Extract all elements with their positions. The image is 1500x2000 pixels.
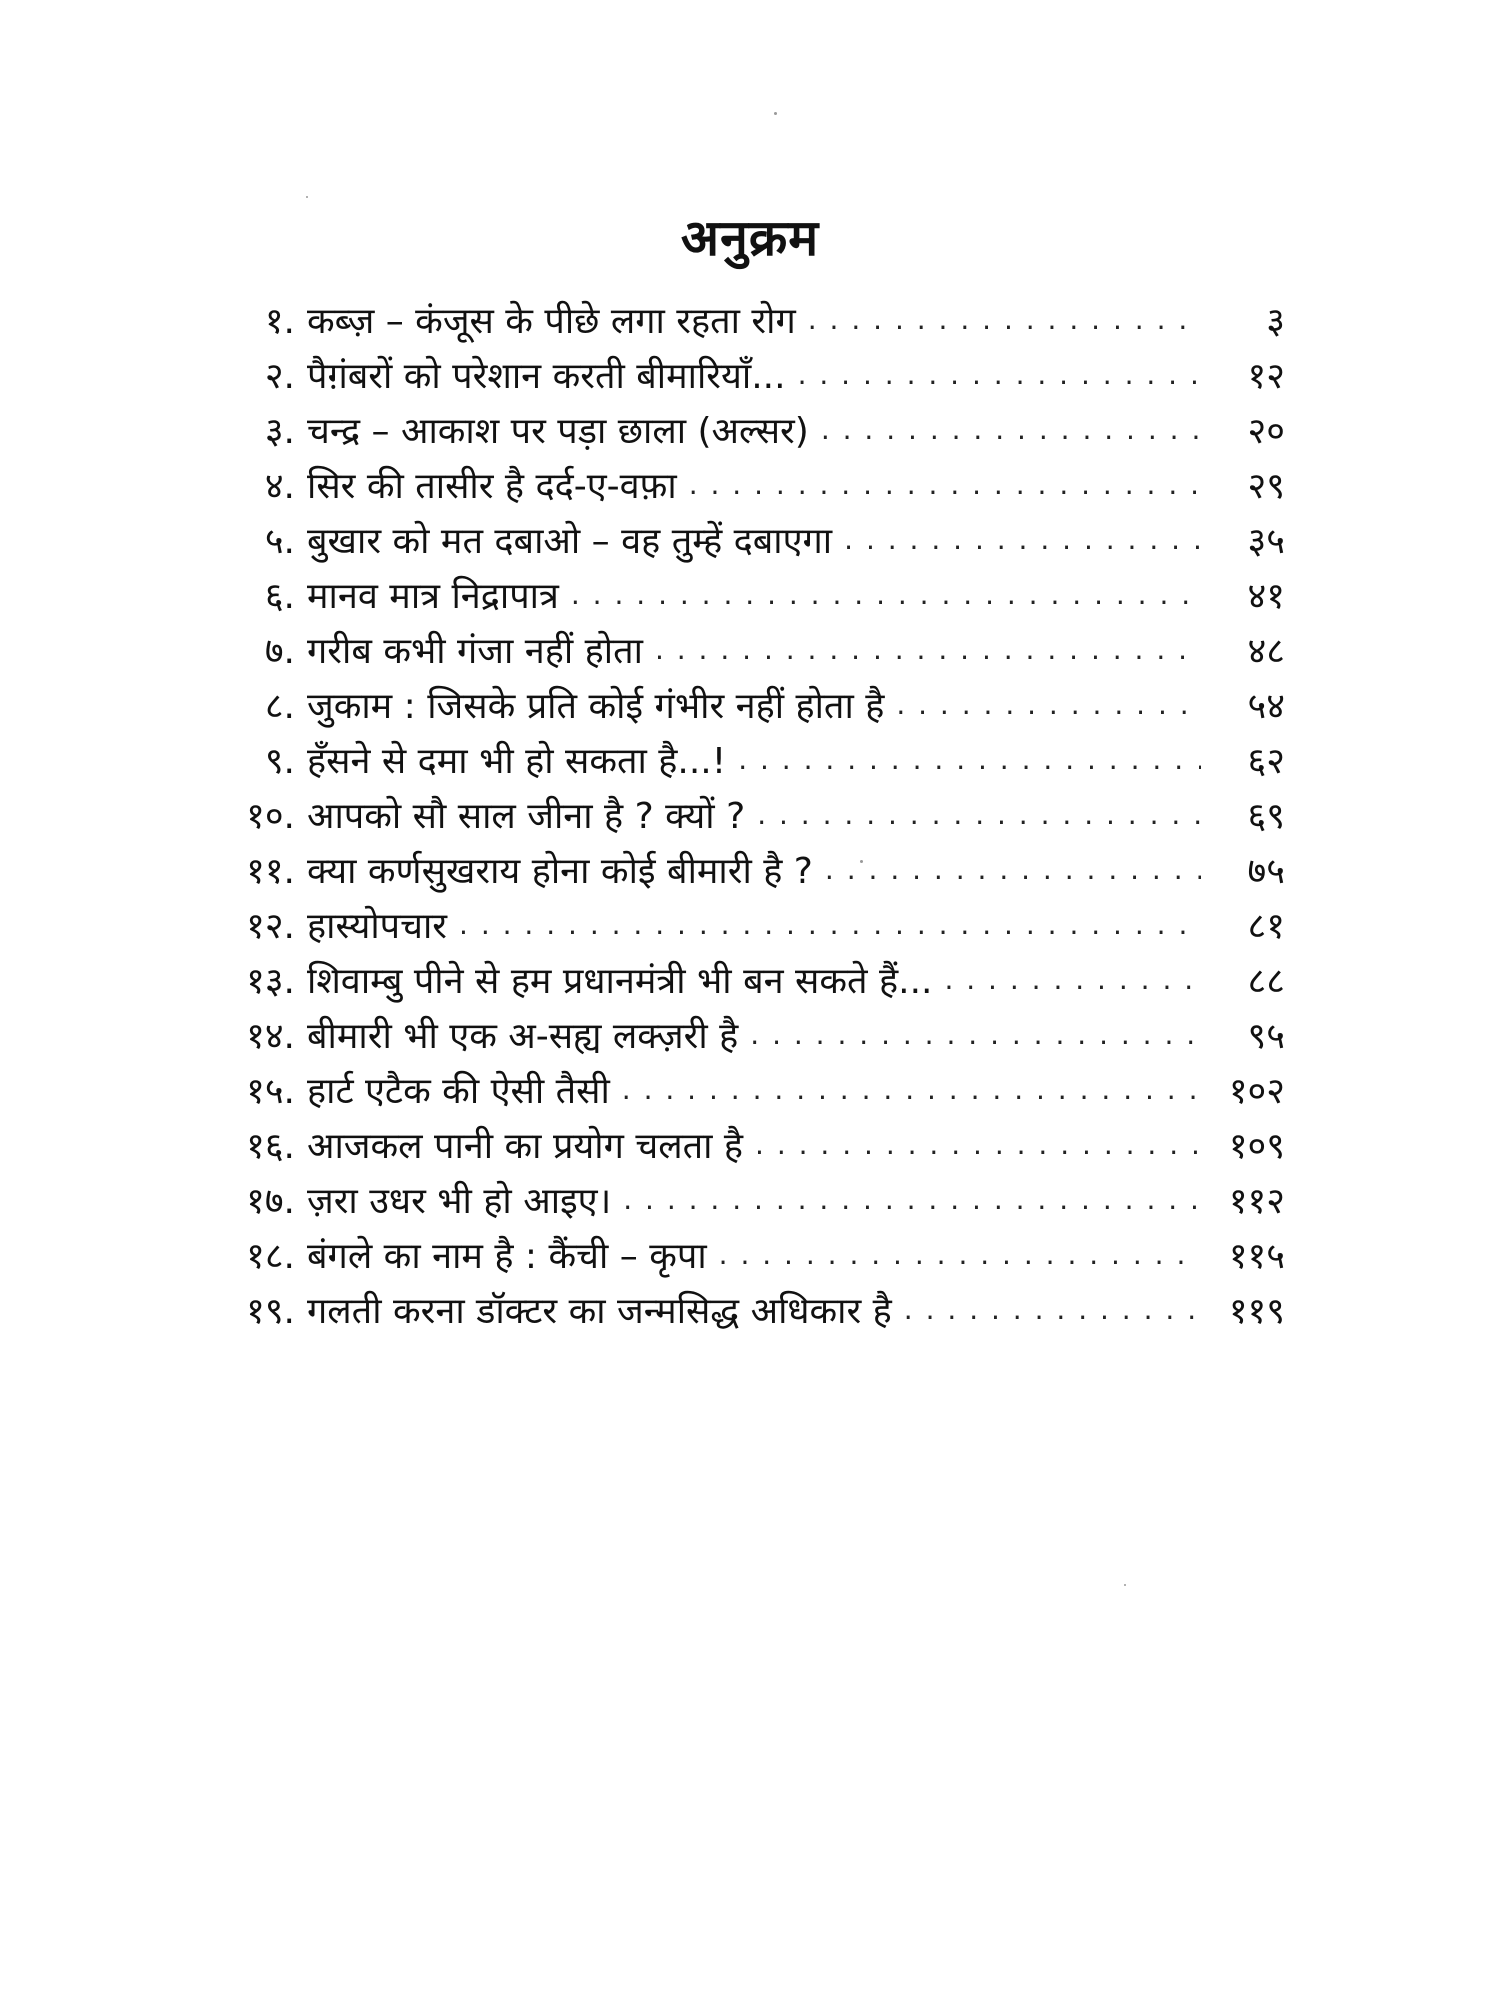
entry-title: बंगले का नाम है : कैंची – कृपा [307,1230,719,1279]
entry-page-number: ६९ [1247,796,1285,837]
toc-entry-6[interactable] [205,567,1285,622]
dot-leader [904,1290,1201,1330]
entry-number: ८. [264,686,295,727]
entry-number: १९. [246,1291,295,1332]
dot-leader [757,795,1201,835]
toc-entry-4[interactable] [205,457,1285,512]
toc-entry-8[interactable] [205,677,1285,732]
toc-entry-15[interactable] [205,1062,1285,1117]
entry-page-number: ७५ [1247,851,1285,892]
entry-number: ३. [264,411,295,452]
entry-number: १०. [246,796,295,837]
entry-title: हार्ट एटैक की ऐसी तैसी [307,1065,622,1114]
entry-number: १७. [246,1181,295,1222]
entry-title: बुखार को मत दबाओ – वह तुम्हें दबाएगा [307,515,844,564]
entry-page-number: ९५ [1247,1016,1285,1057]
entry-title: हँसने से दमा भी हो सकता है...! [307,735,738,784]
entry-page-number: ५४ [1247,686,1285,727]
entry-title: मानव मात्र निद्रापात्र [307,570,571,619]
entry-title: शिवाम्बु पीने से हम प्रधानमंत्री भी बन सकते हैं... [307,955,944,1004]
entry-title: आजकल पानी का प्रयोग चलता है [307,1120,755,1169]
entry-title: गरीब कभी गंजा नहीं होता [307,625,655,674]
entry-page-number: ११५ [1228,1236,1285,1277]
entry-number: १. [264,301,295,342]
entry-number: १५. [246,1071,295,1112]
entry-number: १२. [246,906,295,947]
entry-page-number: ३५ [1247,521,1285,562]
toc-entry-2[interactable] [205,347,1285,402]
dot-leader [825,850,1201,890]
dot-leader [459,905,1201,945]
dot-leader [719,1235,1201,1275]
entry-number: १६. [246,1126,295,1167]
toc-entry-18[interactable] [205,1227,1285,1282]
entry-page-number: ८८ [1247,961,1285,1002]
entry-title: ज़रा उधर भी हो आइए। [307,1175,623,1224]
entry-page-number: ६२ [1247,741,1285,782]
page-title: अनुक्रम [680,208,820,267]
dot-leader [622,1070,1201,1110]
entry-number: ११. [246,851,295,892]
entry-number: ६. [264,576,295,617]
toc-entry-5[interactable] [205,512,1285,567]
dot-leader [571,575,1201,615]
dot-leader [808,300,1201,340]
entry-number: १४. [246,1016,295,1057]
toc-entry-11[interactable] [205,842,1285,897]
entry-title: आपको सौ साल जीना है ? क्यों ? [307,790,757,839]
dot-leader [623,1180,1201,1220]
toc-entry-14[interactable] [205,1007,1285,1062]
entry-page-number: २९ [1247,466,1285,507]
entry-number: २. [264,356,295,397]
dot-leader [944,960,1201,1000]
entry-title: हास्योपचार [307,900,459,949]
entry-title: क्या कर्णसुखराय होना कोई बीमारी है ? [307,845,825,894]
toc-entry-13[interactable] [205,952,1285,1007]
entry-number: ७. [264,631,295,672]
dot-leader [821,410,1201,450]
toc-entry-17[interactable] [205,1172,1285,1227]
scan-speck [306,196,308,198]
entry-title: जुकाम : जिसके प्रति कोई गंभीर नहीं होता है [307,680,896,729]
entry-page-number: ३ [1266,301,1285,342]
scan-speck [774,112,777,115]
dot-leader [798,355,1201,395]
entry-title: पैग़ंबरों को परेशान करती बीमारियाँ... [307,350,798,399]
toc-entry-9[interactable] [205,732,1285,787]
entry-page-number: ११९ [1228,1291,1285,1332]
dot-leader [689,465,1201,505]
entry-number: १३. [246,961,295,1002]
entry-page-number: ४१ [1247,576,1285,617]
toc-entry-12[interactable] [205,897,1285,952]
entry-page-number: २० [1247,411,1285,452]
dot-leader [750,1015,1201,1055]
entry-number: ९. [264,741,295,782]
entry-page-number: ८१ [1247,906,1285,947]
toc-entry-7[interactable] [205,622,1285,677]
toc-entry-1[interactable] [205,292,1285,347]
entry-title: सिर की तासीर है दर्द-ए-वफ़ा [307,460,689,509]
dot-leader [738,740,1201,780]
entry-title: कब्ज़ – कंजूस के पीछे लगा रहता रोग [307,295,808,344]
entry-number: १८. [246,1236,295,1277]
entry-number: ५. [264,521,295,562]
entry-page-number: १२ [1247,356,1285,397]
entry-title: बीमारी भी एक अ-सह्य लक्ज़री है [307,1010,750,1059]
dot-leader [844,520,1201,560]
table-of-contents [205,292,1285,1337]
toc-entry-16[interactable] [205,1117,1285,1172]
dot-leader [896,685,1201,725]
toc-entry-3[interactable] [205,402,1285,457]
entry-title: चन्द्र – आकाश पर पड़ा छाला (अल्सर) [307,405,821,454]
dot-leader [755,1125,1201,1165]
toc-entry-19[interactable] [205,1282,1285,1337]
dot-leader [655,630,1201,670]
entry-number: ४. [264,466,295,507]
entry-page-number: ४८ [1247,631,1285,672]
scan-speck [1124,1584,1126,1586]
entry-page-number: ११२ [1228,1181,1285,1222]
entry-page-number: १०९ [1228,1126,1285,1167]
entry-title: गलती करना डॉक्टर का जन्मसिद्ध अधिकार है [307,1285,904,1334]
toc-entry-10[interactable] [205,787,1285,842]
entry-page-number: १०२ [1228,1071,1285,1112]
